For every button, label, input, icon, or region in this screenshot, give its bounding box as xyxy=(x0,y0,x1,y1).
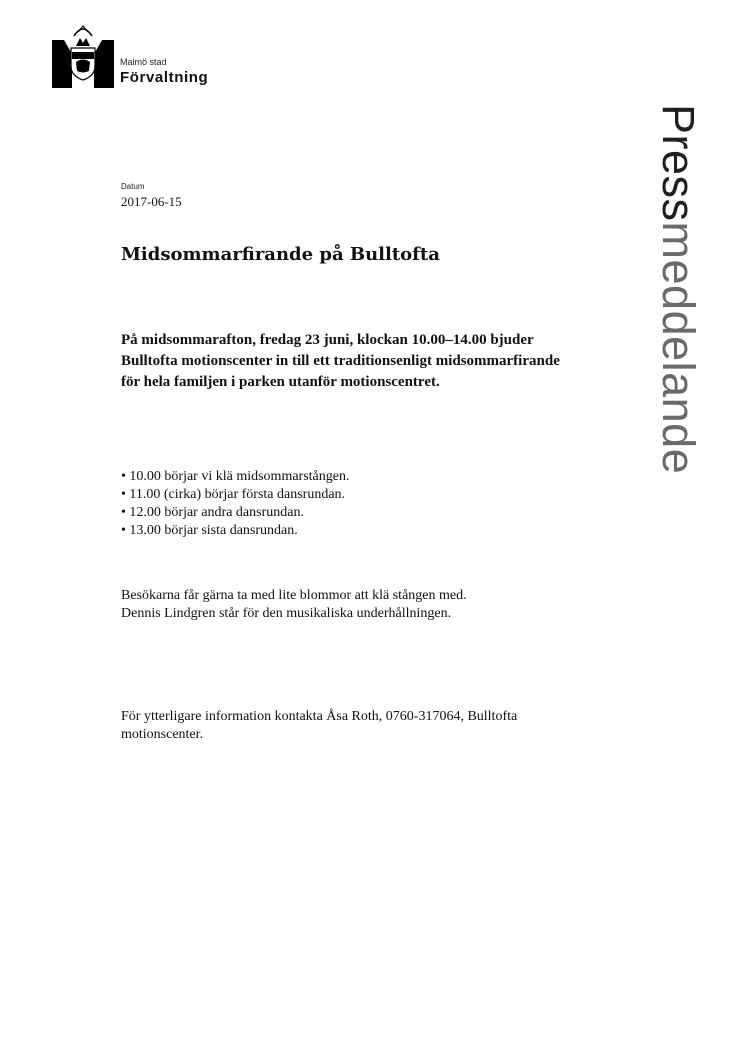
vertical-title-meddelande: meddelande xyxy=(653,221,704,475)
press-release-vertical-title xyxy=(647,104,707,564)
organization-block xyxy=(120,58,208,85)
schedule-item: • 11.00 (cirka) börjar första dansrundan. xyxy=(121,487,346,502)
schedule-item: • 10.00 börjar vi klä midsommarstången. xyxy=(121,469,350,484)
city-name: Malmö stad xyxy=(120,57,167,67)
body-paragraph xyxy=(121,587,467,623)
department-name: Förvaltning xyxy=(120,69,209,86)
date-label: Datum xyxy=(121,182,145,191)
schedule-item: • 13.00 börjar sista dansrundan. xyxy=(121,523,298,538)
contact-paragraph: För ytterligare information kontakta Åsa Roth, 0760-317064, Bulltofta motionscenter. xyxy=(121,709,518,742)
lead-paragraph: På midsommarafton, fredag 23 juni, klockan 10.00–14.00 bjuder Bulltofta motionscenter in till ett traditionsenligt midsommarfirande för hela familjen i parken utanför motionscentret. xyxy=(121,332,560,390)
schedule-list xyxy=(121,468,411,540)
schedule-item: • 12.00 börjar andra dansrundan. xyxy=(121,505,304,520)
malmo-coat-of-arms-icon xyxy=(52,24,114,88)
page-title: Midsommarfirande på Bulltofta xyxy=(121,244,440,265)
body-line: Dennis Lindgren står för den musikaliska underhållningen. xyxy=(121,606,452,621)
body-line: Besökarna får gärna ta med lite blommor att klä stången med. xyxy=(121,588,467,603)
date-value: 2017-06-15 xyxy=(121,194,182,209)
vertical-title-press: Press xyxy=(653,104,704,222)
